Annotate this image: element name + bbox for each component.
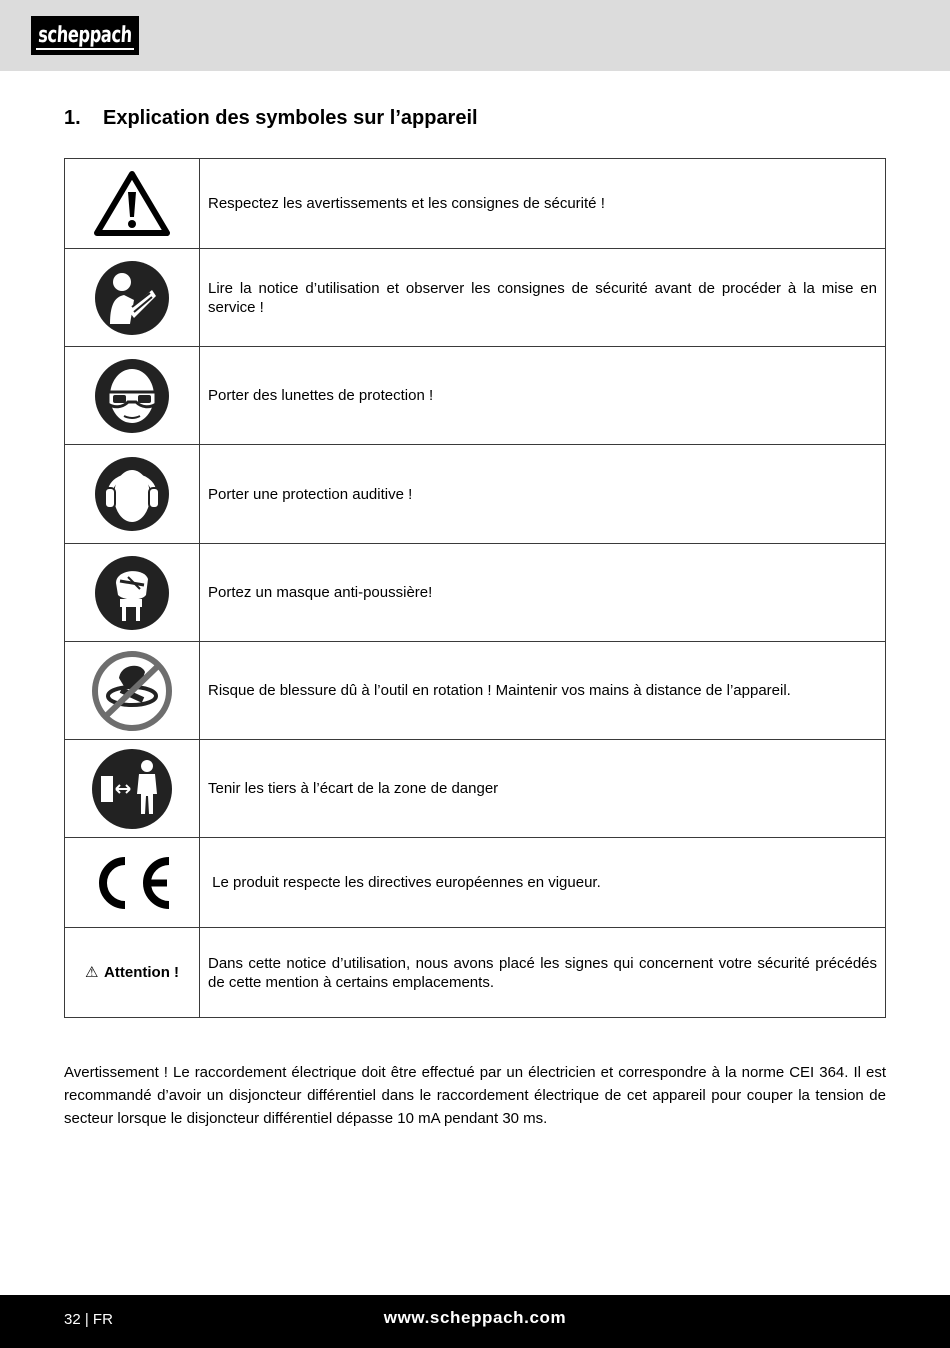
table-row — [65, 249, 886, 347]
eye-protection-icon — [94, 358, 170, 434]
symbol-description: Risque de blessure dû à l’outil en rotation ! Maintenir vos mains à distance de l’appareil. — [200, 642, 886, 740]
logo-text: scheppach — [37, 22, 133, 48]
table-row — [65, 642, 886, 740]
icon-cell — [65, 740, 200, 838]
table-row — [65, 347, 886, 445]
symbol-description: Porter des lunettes de protection ! — [200, 347, 886, 445]
page-footer — [0, 1295, 950, 1348]
page-number: 32 | FR — [64, 1311, 113, 1328]
symbol-description: Dans cette notice d’utilisation, nous avons placé les signes qui concernent votre sécurité précédés de cette mention à certains emplacements. — [200, 928, 886, 1018]
electrical-warning-paragraph: Avertissement ! Le raccordement électrique doit être effectué par un électricien et correspondre à la norme CEI 364. Il est recommandé d’avoir un disjoncteur différentiel dans le raccordement électrique de cet appareil pour couper la tension de secteur lorsque le disjoncteur différentiel dépasse 10 mA pendant 30 ms. — [64, 1064, 886, 1127]
symbols-table — [64, 158, 886, 1018]
symbol-description: Le produit respecte les directives européennes en vigueur. — [200, 838, 886, 928]
page-header — [0, 0, 950, 71]
warning-small-icon: ⚠ — [84, 964, 99, 981]
no-hands-rotating-tool-icon — [91, 650, 173, 732]
symbol-description: Respectez les avertissements et les consignes de sécurité ! — [200, 159, 886, 249]
icon-cell — [65, 642, 200, 740]
attention-label — [85, 964, 179, 981]
icon-cell — [65, 544, 200, 642]
section-heading — [64, 107, 478, 130]
read-manual-icon — [94, 260, 170, 336]
icon-cell — [65, 838, 200, 928]
table-row — [65, 544, 886, 642]
ear-protection-icon — [94, 456, 170, 532]
ce-mark-icon — [91, 853, 173, 913]
table-row — [65, 445, 886, 544]
dust-mask-icon — [94, 555, 170, 631]
attention-text: Attention ! — [104, 964, 180, 981]
icon-cell — [65, 347, 200, 445]
symbol-description: Lire la notice d’utilisation et observer les consignes de sécurité avant de procéder à la mise en service ! — [200, 249, 886, 347]
section-number: 1. — [64, 107, 81, 129]
icon-cell — [65, 445, 200, 544]
keep-distance-icon — [91, 748, 173, 830]
symbol-description: Tenir les tiers à l’écart de la zone de danger — [200, 740, 886, 838]
icon-cell — [65, 159, 200, 249]
table-row — [65, 928, 886, 1018]
symbol-description: Porter une protection auditive ! — [200, 445, 886, 544]
scheppach-logo — [31, 16, 139, 55]
table-row — [65, 159, 886, 249]
warning-triangle-icon — [94, 170, 170, 238]
website-link[interactable]: www.scheppach.com — [383, 1308, 567, 1327]
table-row — [65, 740, 886, 838]
icon-cell — [65, 249, 200, 347]
table-row — [65, 838, 886, 928]
section-title: Explication des symboles sur l’appareil — [103, 107, 478, 129]
symbol-description: Portez un masque anti-poussière! — [200, 544, 886, 642]
icon-cell — [65, 928, 200, 1018]
